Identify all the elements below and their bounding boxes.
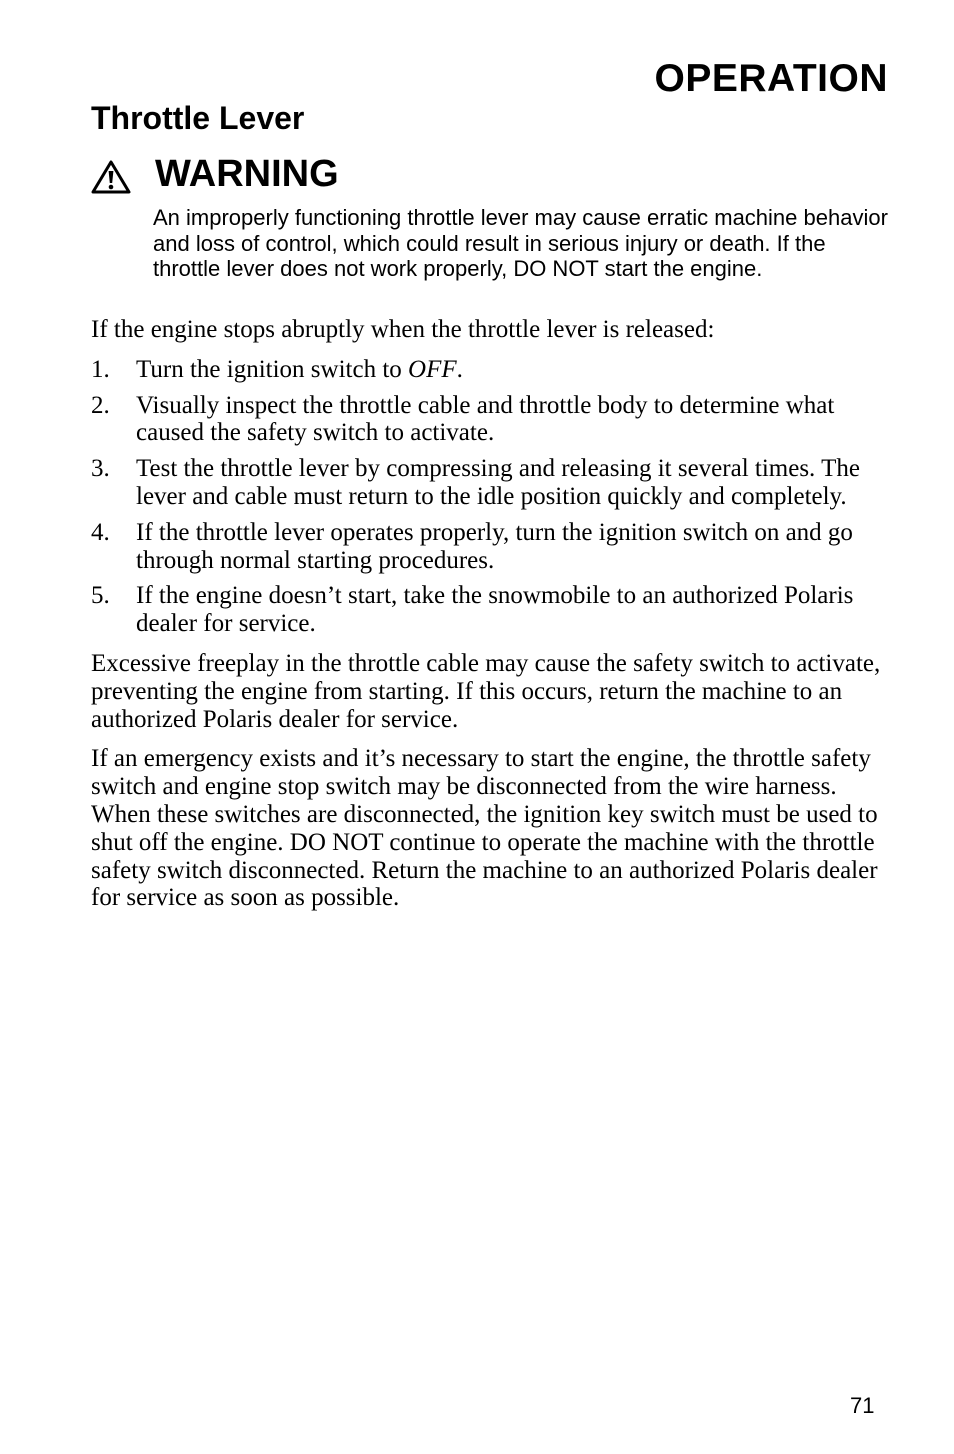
step-number: 1. (91, 355, 110, 383)
warning-text: An improperly functioning throttle lever may cause erratic machine behavior and loss of control, which could result in serious injury or death. If the throttle lever does not work properly, DO NOT start the engine. (153, 205, 888, 281)
step-number: 4. (91, 518, 110, 546)
step-text: Visually inspect the throttle cable and throttle body to determine what caused the safety switch to activate. (136, 391, 835, 447)
list-item (91, 356, 891, 384)
step-number: 2. (91, 391, 110, 419)
procedure-steps (91, 356, 891, 638)
step-number: 5. (91, 582, 110, 610)
step-text: Test the throttle lever by compressing and releasing it several times. The lever and cable must return to the idle position quickly and completely. (136, 455, 860, 510)
page-number: 71 (850, 1393, 875, 1418)
body-content (91, 316, 891, 912)
intro-text: If the engine stops abruptly when the throttle lever is released: (91, 316, 715, 343)
step-text: If the throttle lever operates properly, turn the ignition switch on and go through normal starting procedures. (136, 518, 853, 574)
list-item (91, 519, 891, 575)
emergency-paragraph: If an emergency exists and it’s necessary to start the engine, the throttle safety switch and engine stop switch may be disconnected from the wire harness. When these switches are disconnected, the ignition key switch must be used to shut off the engine. DO NOT continue to operate the machine with the throttle safety switch disconnected. Return the machine to an authorized Polaris dealer for service as soon as possible. (91, 745, 878, 912)
step-suffix: . (456, 355, 463, 383)
warning-heading: WARNING (155, 153, 339, 195)
list-item (91, 455, 891, 511)
list-item (91, 392, 891, 448)
step-text: If the engine doesn’t start, take the snowmobile to an authorized Polaris dealer for service. (136, 582, 854, 638)
step-text: Turn the ignition switch to (136, 355, 409, 383)
step-number: 3. (91, 455, 110, 483)
section-title: Throttle Lever (91, 100, 305, 136)
list-item (91, 582, 891, 638)
chapter-title: OPERATION (654, 57, 888, 100)
freeplay-paragraph: Excessive freeplay in the throttle cable may cause the safety switch to activate, preventing the engine from starting. If this occurs, return the machine to an authorized Polaris dealer for service. (91, 649, 881, 733)
warning-triangle-icon (91, 160, 131, 194)
step-emphasis: OFF (408, 355, 457, 383)
